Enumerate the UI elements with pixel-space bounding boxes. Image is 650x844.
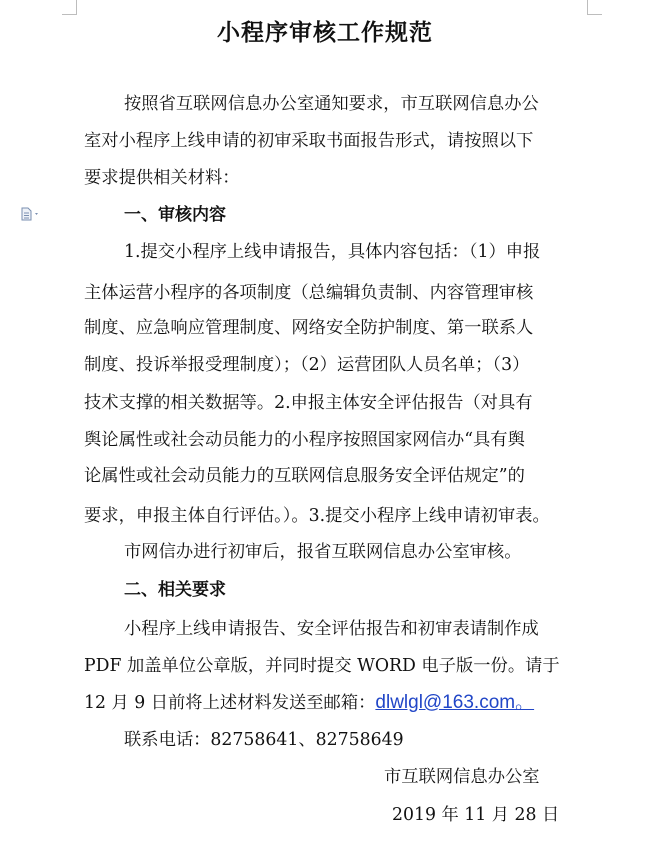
section1-line: 制度、投诉举报受理制度）；（2）运营团队人员名单；（3）: [84, 355, 530, 375]
section2-heading: 二、相关要求: [124, 580, 226, 600]
contact-line: 联系电话：82758641、82758649: [124, 730, 404, 750]
intro-line: 要求提供相关材料：: [84, 168, 240, 188]
section1-line: 1.提交小程序上线申请报告，具体内容包括：（1）申报: [124, 242, 541, 262]
email-link[interactable]: dlwlgl@163.com。: [375, 692, 535, 713]
intro-line: 按照省互联网信息办公室通知要求，市互联网信息办公: [124, 94, 539, 114]
section1-line: 要求，申报主体自行评估。）。3.提交小程序上线申请初审表。: [84, 506, 550, 526]
signature-date: 2019 年 11 月 28 日: [392, 805, 560, 825]
document-title: 小程序审核工作规范: [217, 19, 433, 46]
section2-line: PDF 加盖单位公章版，并同时提交 WORD 电子版一份。请于: [84, 656, 560, 676]
section2-line: 小程序上线申请报告、安全评估报告和初审表请制作成: [124, 619, 539, 639]
document-icon[interactable]: [20, 207, 42, 221]
section1-line: 技术支撑的相关数据等。2.申报主体安全评估报告（对具有: [84, 393, 533, 413]
section1-line: 舆论属性或社会动员能力的小程序按照国家网信办“具有舆: [84, 430, 525, 450]
intro-line: 室对小程序上线申请的初审采取书面报告形式，请按照以下: [84, 131, 534, 151]
page-corner-mark-right: [587, 0, 602, 15]
section1-note: 市网信办进行初审后，报省互联网信息办公室审核。: [124, 542, 522, 562]
deadline-text: 12 月 9 日前将上述材料发送至邮箱：: [84, 693, 376, 713]
section1-heading: 一、审核内容: [124, 205, 226, 225]
deadline-line: [84, 693, 534, 713]
signature-organization: 市互联网信息办公室: [384, 767, 540, 787]
section1-line: 主体运营小程序的各项制度（总编辑负责制、内容管理审核: [84, 283, 534, 303]
section1-line: 论属性或社会动员能力的互联网信息服务安全评估规定”的: [84, 466, 525, 486]
page-corner-mark-left: [62, 0, 77, 15]
section1-line: 制度、应急响应管理制度、网络安全防护制度、第一联系人: [84, 318, 534, 338]
